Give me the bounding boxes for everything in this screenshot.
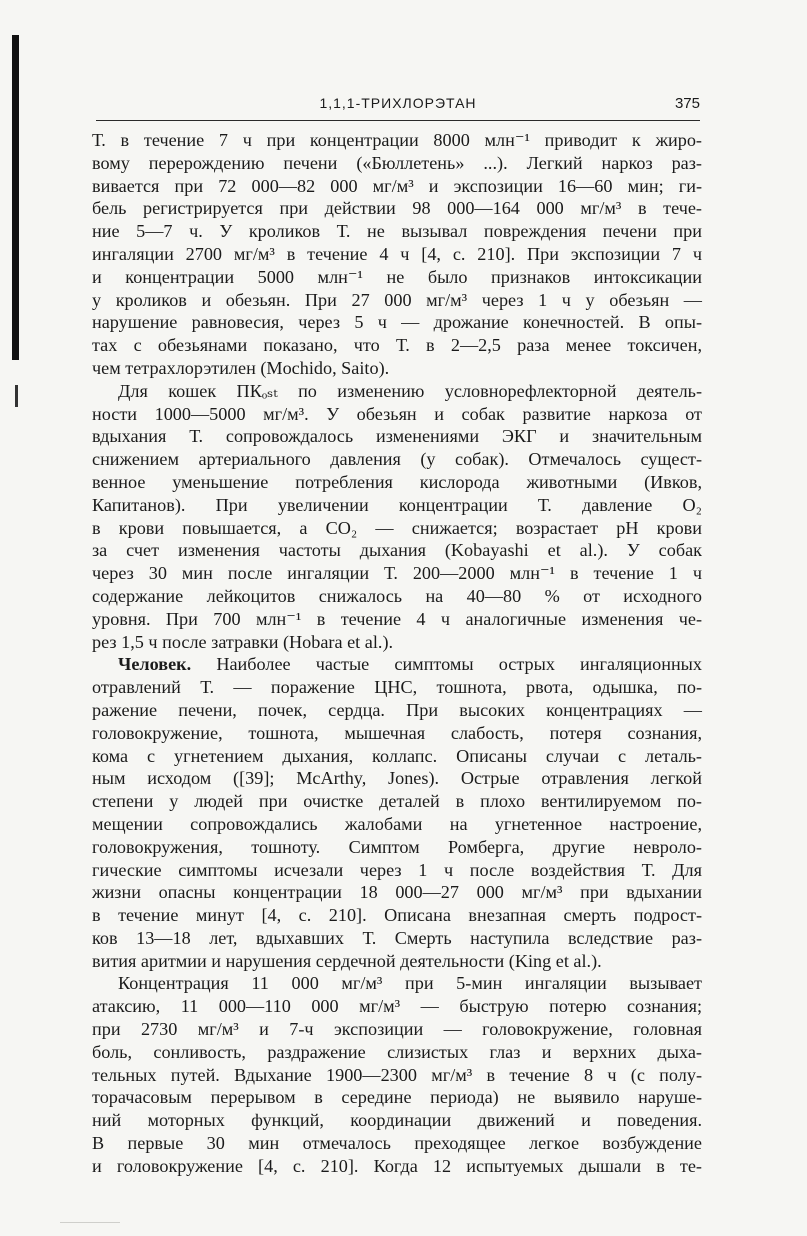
scan-edge-tick	[15, 385, 18, 407]
text-line: жизни опасны концентрации 18 000—27 000 мг/м³ при вдыхании	[92, 882, 702, 903]
text-line: В первые 30 мин отмечалось преходящее легкое возбуждение	[92, 1133, 702, 1154]
text-line: тельных путей. Вдыхание 1900—2300 мг/м³ в течение 8 ч (с полу-	[92, 1064, 702, 1085]
text-line: мещении сопровождались жалобами на угнетенное настроение,	[92, 813, 702, 834]
text-line: ков 13—18 лет, вдыхавших Т. Смерть наступила вследствие раз-	[92, 927, 702, 948]
text-line: вдыхания Т. сопровождалось изменениями ЭКГ и значительным	[92, 426, 702, 447]
text-line: вивается при 72 000—82 000 мг/м³ и экспозиции 16—60 мин; ги-	[92, 175, 702, 196]
text-line: за счет изменения частоты дыхания (Kobayashi et al.). У собак	[92, 540, 702, 561]
text-line: головокружения, тошноту. Симптом Ромберга, другие невроло-	[92, 836, 702, 857]
text-line: ным исходом ([39]; McArthy, Jones). Острые отравления легкой	[92, 768, 702, 789]
text-line: степени у людей при очистке деталей в плохо вентилируемом по-	[92, 791, 702, 812]
text-line: тах с обезьянами показано, что Т. в 2—2,5 раза менее токсичен,	[92, 335, 702, 356]
header-rule	[96, 120, 700, 121]
text-line: в течение минут [4, с. 210]. Описана внезапная смерть подрост-	[92, 905, 702, 926]
text-line: Для кошек ПКₒₛₜ по изменению условнорефлекторной деятель-	[118, 380, 702, 401]
text-line: снижением артериального давления (у собак). Отмечалось сущест-	[92, 449, 702, 470]
running-title: 1,1,1-ТРИХЛОРЭТАН	[319, 95, 477, 111]
text-line: бель регистрируется при действии 98 000—164 000 мг/м³ в тече-	[92, 198, 702, 219]
text-line: Концентрация 11 000 мг/м³ при 5-мин ингаляции вызывает	[118, 973, 702, 994]
paragraph-animal-exposure-2	[92, 380, 702, 654]
text-line: венное уменьшение потребления кислорода животными (Ивков,	[92, 471, 702, 492]
text-line: через 30 мин после ингаляции Т. 200—2000 млн⁻¹ в течение 1 ч	[92, 563, 702, 584]
scan-smudge	[60, 1222, 120, 1223]
section-run-in-heading: Человек.	[118, 654, 192, 675]
text-line-rest: Наиболее частые симптомы острых ингаляционных	[191, 654, 702, 675]
text-line: чем тетрахлорэтилен (Mochido, Saito).	[92, 357, 390, 378]
text-line: уровня. При 700 млн⁻¹ в течение 4 ч аналогичные изменения че-	[92, 608, 702, 629]
text-line: ние 5—7 ч. У кроликов Т. не вызывал повреждения печени при	[92, 221, 702, 242]
text-line: нарушение равновесия, через 5 ч — дрожание конечностей. В опы-	[92, 312, 702, 333]
page-header	[96, 95, 700, 117]
text-line: торачасовым перерывом в середине периода) не выявило наруше-	[92, 1087, 702, 1108]
text-line: гические симптомы исчезали через 1 ч после воздействия Т. Для	[92, 859, 702, 880]
text-line: отравлений Т. — поражение ЦНС, тошнота, рвота, одышка, по-	[92, 677, 702, 698]
paragraph-animal-exposure-1	[92, 129, 702, 380]
text-line: Капитанов). При увеличении концентрации Т. давление O₂	[92, 494, 702, 515]
scan-edge-mark	[12, 35, 19, 360]
text-line: и головокружение [4, с. 210]. Когда 12 испытуемых дышали в те-	[92, 1155, 702, 1176]
paragraph-human-concentrations	[92, 972, 702, 1177]
text-line: при 2730 мг/м³ и 7-ч экспозиции — головокружение, головная	[92, 1019, 702, 1040]
page-number: 375	[674, 95, 700, 112]
text-line: вому перерождению печени («Бюллетень» ...). Легкий наркоз раз-	[92, 152, 702, 173]
text-line: ражение печени, почек, сердца. При высоких концентрациях —	[92, 699, 702, 720]
text-line: ности 1000—5000 мг/м³. У обезьян и собак развитие наркоза от	[92, 403, 702, 424]
text-line: у кроликов и обезьян. При 27 000 мг/м³ через 1 ч у обезьян —	[92, 289, 702, 310]
text-line: ний моторных функций, координации движений и поведения.	[92, 1110, 702, 1131]
text-line: кома с угнетением дыхания, коллапс. Описаны случаи с леталь-	[92, 745, 702, 766]
text-line: головокружение, тошнота, мышечная слабость, потеря сознания,	[92, 722, 702, 743]
text-line: в крови повышается, а CO₂ — снижается; возрастает pH крови	[92, 517, 702, 538]
text-line: рез 1,5 ч после затравки (Hobara et al.).	[92, 631, 394, 652]
text-line	[92, 653, 702, 676]
text-line: атаксию, 11 000—110 000 мг/м³ — быструю потерю сознания;	[92, 996, 702, 1017]
text-line: Т. в течение 7 ч при концентрации 8000 млн⁻¹ приводит к жиро-	[92, 130, 702, 150]
text-line: вития аритмии и нарушения сердечной деятельности (King et al.).	[92, 950, 602, 971]
text-line: и концентрации 5000 млн⁻¹ не было признаков интоксикации	[92, 266, 702, 287]
text-line: ингаляции 2700 мг/м³ в течение 4 ч [4, с. 210]. При экспозиции 7 ч	[92, 243, 702, 264]
paragraph-human-symptoms	[92, 653, 702, 972]
text-line: содержание лейкоцитов снижалось на 40—80 % от исходного	[92, 585, 702, 606]
text-line: боль, сонливость, раздражение слизистых глаз и верхних дыха-	[92, 1041, 702, 1062]
body-text	[92, 129, 702, 1178]
